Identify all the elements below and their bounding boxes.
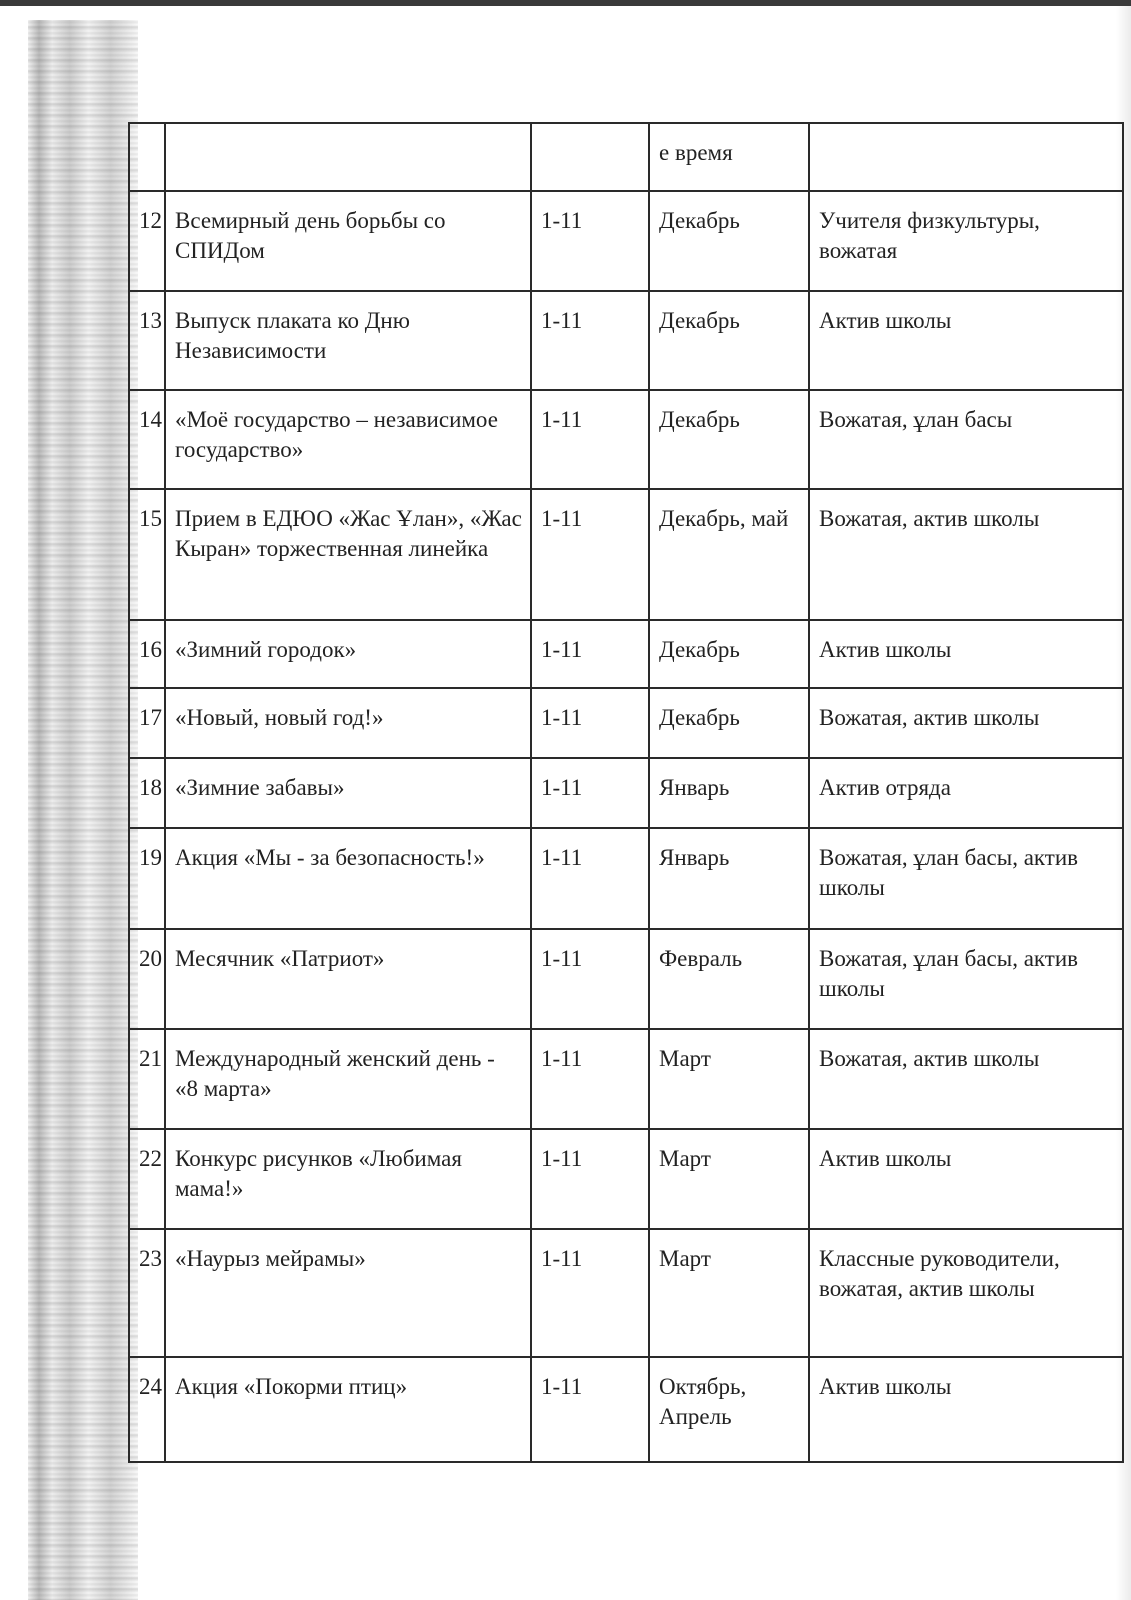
scan-top-edge — [0, 0, 1131, 6]
row-number: 19 — [129, 828, 165, 929]
events-table — [128, 122, 1124, 1463]
scan-artifact-strip — [28, 20, 138, 1600]
table-row — [129, 123, 1123, 191]
event-cell: Акция «Мы - за безопасность!» — [165, 828, 531, 929]
time-cell: Январь — [649, 828, 809, 929]
time-cell: Декабрь — [649, 620, 809, 688]
classes-cell: 1-11 — [531, 1229, 649, 1357]
table-row — [129, 390, 1123, 489]
time-cell: Март — [649, 1229, 809, 1357]
classes-cell — [531, 123, 649, 191]
row-number: 15 — [129, 489, 165, 620]
event-cell: «Моё государство – независимое государство» — [165, 390, 531, 489]
table-row — [129, 688, 1123, 758]
time-cell: Март — [649, 1029, 809, 1129]
time-cell: Декабрь, май — [649, 489, 809, 620]
event-cell: Выпуск плаката ко Дню Независимости — [165, 291, 531, 390]
time-cell: Октябрь, Апрель — [649, 1357, 809, 1462]
table-row — [129, 1357, 1123, 1462]
time-cell: Декабрь — [649, 191, 809, 291]
responsible-cell: Актив школы — [809, 291, 1123, 390]
table-row — [129, 1029, 1123, 1129]
time-cell: Февраль — [649, 929, 809, 1029]
responsible-cell: Вожатая, ұлан басы, актив школы — [809, 828, 1123, 929]
time-cell: Декабрь — [649, 291, 809, 390]
row-number: 13 — [129, 291, 165, 390]
table-row — [129, 758, 1123, 828]
row-number: 14 — [129, 390, 165, 489]
responsible-cell: Актив отряда — [809, 758, 1123, 828]
row-number: 23 — [129, 1229, 165, 1357]
table-row — [129, 828, 1123, 929]
table-row — [129, 191, 1123, 291]
event-cell: Конкурс рисунков «Любимая мама!» — [165, 1129, 531, 1229]
responsible-cell: Учителя физкультуры, вожатая — [809, 191, 1123, 291]
row-number — [129, 123, 165, 191]
row-number: 18 — [129, 758, 165, 828]
classes-cell: 1-11 — [531, 489, 649, 620]
responsible-cell: Вожатая, ұлан басы — [809, 390, 1123, 489]
responsible-cell: Классные руководители, вожатая, актив школы — [809, 1229, 1123, 1357]
event-cell: Прием в ЕДЮО «Жас Ұлан», «Жас Кыран» торжественная линейка — [165, 489, 531, 620]
event-cell: «Зимний городок» — [165, 620, 531, 688]
time-cell: Март — [649, 1129, 809, 1229]
time-cell: Декабрь — [649, 688, 809, 758]
row-number: 24 — [129, 1357, 165, 1462]
responsible-cell: Актив школы — [809, 1129, 1123, 1229]
table-row — [129, 489, 1123, 620]
classes-cell: 1-11 — [531, 291, 649, 390]
event-cell: Акция «Покорми птиц» — [165, 1357, 531, 1462]
event-cell: «Зимние забавы» — [165, 758, 531, 828]
event-cell: Всемирный день борьбы со СПИДом — [165, 191, 531, 291]
event-cell: «Наурыз мейрамы» — [165, 1229, 531, 1357]
responsible-cell: Вожатая, актив школы — [809, 489, 1123, 620]
responsible-cell: Актив школы — [809, 1357, 1123, 1462]
row-number: 20 — [129, 929, 165, 1029]
row-number: 12 — [129, 191, 165, 291]
time-cell: Январь — [649, 758, 809, 828]
row-number: 16 — [129, 620, 165, 688]
classes-cell: 1-11 — [531, 1357, 649, 1462]
time-cell: Декабрь — [649, 390, 809, 489]
responsible-cell: Актив школы — [809, 620, 1123, 688]
table-row — [129, 620, 1123, 688]
row-number: 17 — [129, 688, 165, 758]
classes-cell: 1-11 — [531, 688, 649, 758]
responsible-cell: Вожатая, актив школы — [809, 688, 1123, 758]
responsible-cell — [809, 123, 1123, 191]
table-row — [129, 1229, 1123, 1357]
event-cell: Месячник «Патриот» — [165, 929, 531, 1029]
event-cell: Международный женский день - «8 марта» — [165, 1029, 531, 1129]
responsible-cell: Вожатая, ұлан басы, актив школы — [809, 929, 1123, 1029]
classes-cell: 1-11 — [531, 1029, 649, 1129]
classes-cell: 1-11 — [531, 191, 649, 291]
table-row — [129, 929, 1123, 1029]
event-cell — [165, 123, 531, 191]
row-number: 22 — [129, 1129, 165, 1229]
classes-cell: 1-11 — [531, 1129, 649, 1229]
row-number: 21 — [129, 1029, 165, 1129]
table-row — [129, 1129, 1123, 1229]
table-row — [129, 291, 1123, 390]
responsible-cell: Вожатая, актив школы — [809, 1029, 1123, 1129]
classes-cell: 1-11 — [531, 390, 649, 489]
classes-cell: 1-11 — [531, 620, 649, 688]
classes-cell: 1-11 — [531, 758, 649, 828]
classes-cell: 1-11 — [531, 828, 649, 929]
classes-cell: 1-11 — [531, 929, 649, 1029]
time-cell: е время — [649, 123, 809, 191]
event-cell: «Новый, новый год!» — [165, 688, 531, 758]
